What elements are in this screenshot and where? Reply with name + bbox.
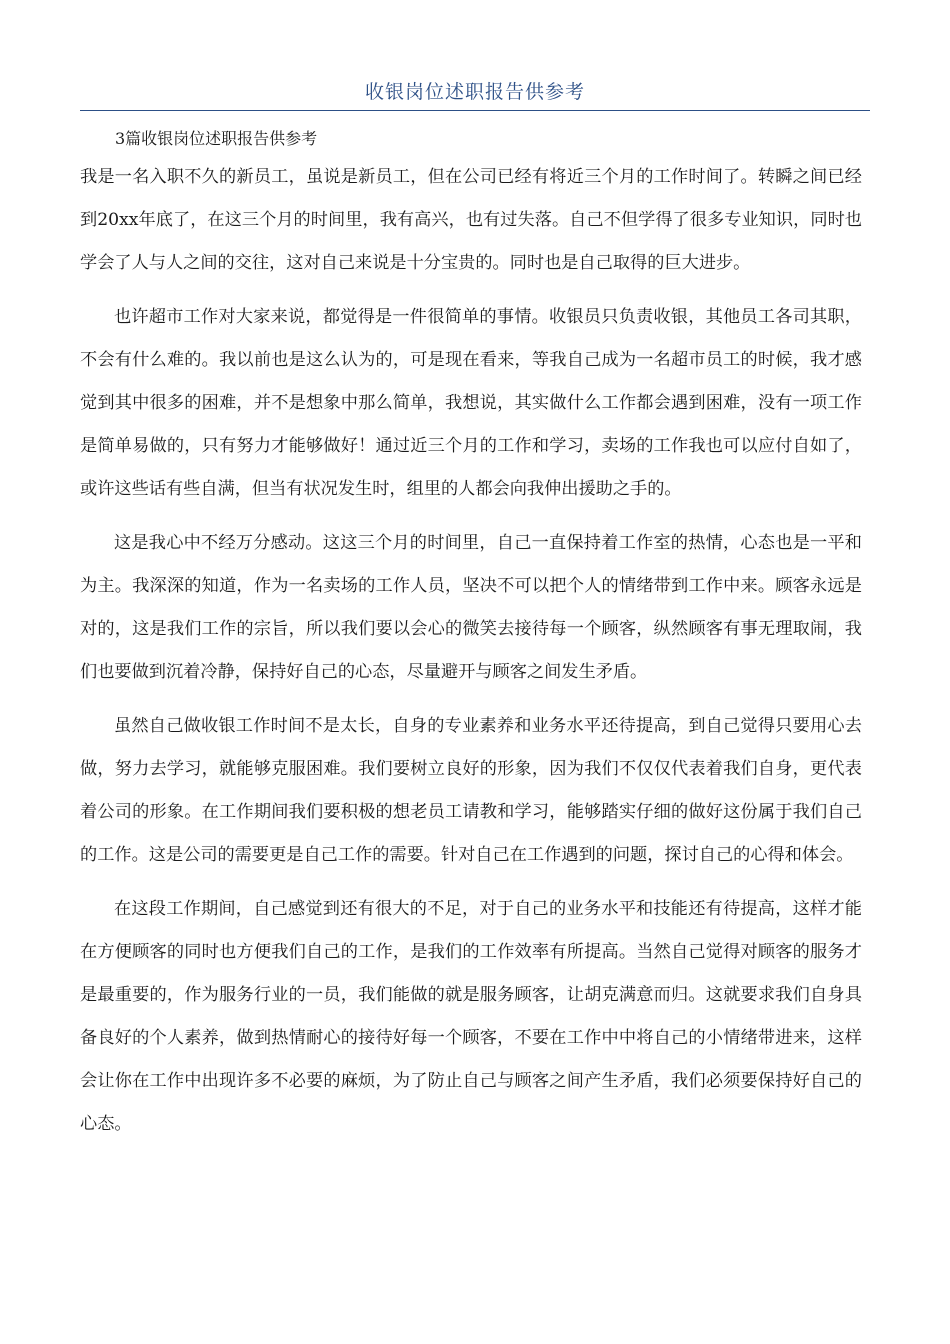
paragraph-4: 虽然自己做收银工作时间不是太长，自身的专业素养和业务水平还待提高，到自己觉得只要用心去做，努力去学习，就能够克服困难。我们要树立良好的形象，因为我们不仅仅代表着我们自身，更代表着公司的形象。在工作期间我们要积极的想老员工请教和学习，能够踏实仔细的做好这份属于我们自己的工作。这是公司的需要更是自己工作的需要。针对自己在工作遇到的问题，探讨自己的心得和体会。 (80, 716, 862, 865)
header-title: 收银岗位述职报告供参考 (364, 81, 585, 103)
document-subtitle: 3篇收银岗位述职报告供参考 (115, 129, 318, 148)
document-body (80, 124, 862, 1157)
paragraph-2: 也许超市工作对大家来说，都觉得是一件很简单的事情。收银员只负责收银，其他员工各司其职，不会有什么难的。我以前也是这么认为的，可是现在看来，等我自己成为一名超市员工的时候，我才感觉到其中很多的困难，并不是想象中那么简单，我想说，其实做什么工作都会遇到困难，没有一项工作是简单易做的，只有努力才能够做好！通过近三个月的工作和学习，卖场的工作我也可以应付自如了，或许这些话有些自满，但当有状况发生时，组里的人都会向我伸出援助之手的。 (80, 307, 862, 499)
page-header (80, 78, 870, 111)
paragraph-1: 我是一名入职不久的新员工，虽说是新员工，但在公司已经有将近三个月的工作时间了。转瞬之间已经到20xx年底了，在这三个月的时间里，我有高兴，也有过失落。自己不但学得了很多专业知识，同时也学会了人与人之间的交往，这对自己来说是十分宝贵的。同时也是自己取得的巨大进步。 (80, 167, 862, 273)
paragraph-3: 这是我心中不经万分感动。这这三个月的时间里，自己一直保持着工作室的热情，心态也是一平和为主。我深深的知道，作为一名卖场的工作人员，坚决不可以把个人的情绪带到工作中来。顾客永远是对的，这是我们工作的宗旨，所以我们要以会心的微笑去接待每一个顾客，纵然顾客有事无理取闹，我们也要做到沉着冷静，保持好自己的心态，尽量避开与顾客之间发生矛盾。 (80, 533, 862, 682)
paragraph-5: 在这段工作期间，自己感觉到还有很大的不足，对于自己的业务水平和技能还有待提高，这样才能在方便顾客的同时也方便我们自己的工作，是我们的工作效率有所提高。当然自己觉得对顾客的服务才是最重要的，作为服务行业的一员，我们能做的就是服务顾客，让胡克满意而归。这就要求我们自身具备良好的个人素养，做到热情耐心的接待好每一个顾客，不要在工作中中将自己的小情绪带进来，这样会让你在工作中出现许多不必要的麻烦，为了防止自己与顾客之间产生矛盾，我们必须要保持好自己的心态。 (80, 899, 862, 1134)
